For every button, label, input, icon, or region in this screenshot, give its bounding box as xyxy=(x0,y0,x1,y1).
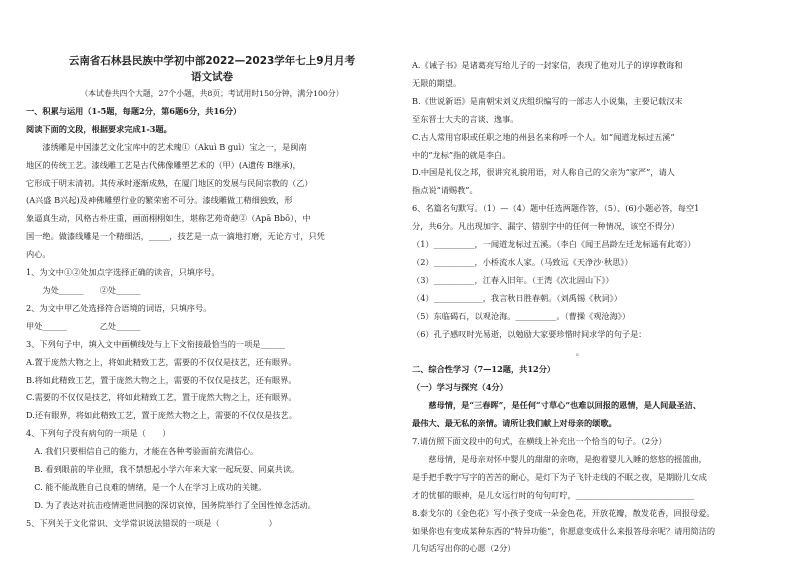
option-line: 指点说“请赐教”。 xyxy=(412,185,478,196)
question-line: 4、下列句子没有病句的一项是（ ） xyxy=(26,428,171,439)
passage-line: 地区的传统工艺。漆线雕工艺是古代佛像雕塑艺术的（甲）(A遗传 B继承)， xyxy=(26,159,301,170)
exam-note: （本试卷共四个大题，27个小题，共8页；考试用时150分钟，满分100分） xyxy=(80,89,344,98)
question-line: 8.泰戈尔的《金色花》写小孩子变成一朵金色花，开放花瓣，散发花香，回报母爱。 xyxy=(412,507,715,518)
section-heading: 一、积累与运用（1-5题，每题2分，第6题6分，共16分） xyxy=(26,105,242,116)
option-line: C. 能不能战胜自己良难的情绪，是一个人在学习上成功的关键。 xyxy=(26,481,267,492)
exam-title: 云南省石林县民族中学初中部2022—2023学年七上9月月考 xyxy=(68,55,356,67)
option-line: D.还有眼界，将如此精致工艺，置于庞然大物之上，需要的不仅仅是技艺。 xyxy=(26,410,297,421)
question-line: 1、为文中①②处加点字选择正确的读音，只填序号。 xyxy=(26,267,220,278)
question-line: 7.请仿照下面文段中的句式，在横线上补充出一个恰当的句子。（2分） xyxy=(412,436,667,447)
question-line: 5、下列关于文化常识、文学常识说法错误的一项是（ ） xyxy=(26,517,277,528)
question-line: 如果你也有变成某种东西的“特异功能”，你愿意变成什么来报答母亲呢？请用简洁的 xyxy=(412,525,716,536)
recitation-line: （3）__________，江春入旧年。（王湾《次北固山下》） xyxy=(412,274,614,285)
recitation-line: （6）孔子感叹时光易逝，以勉励大家要珍惜时间求学的句子是： xyxy=(412,328,647,339)
right-column xyxy=(412,0,784,561)
passage-line: 是手把手教字写字的苦苦的耐心，是灯下为子飞针走线的不眠之夜，是期盼儿女成 xyxy=(412,471,707,482)
recitation-line: （5）东临碣石，以观沧海。__________。（曹操《观沧海》） xyxy=(412,310,631,321)
answer-blank-line: 。 xyxy=(412,346,584,357)
passage-line: 内心。 xyxy=(26,249,51,260)
option-line: B. 看到眼前的毕业照，我不禁想起小学六年来大家一起玩耍、同桌共读。 xyxy=(26,464,300,475)
passage-line: (A兴盛 B兴起)及神佛雕塑行业的繁荣密不可分。漆线雕做工精细独致，形 xyxy=(26,195,293,206)
option-line: C.古人常用官职或任职之地的州县名来称呼一个人。如“闻道龙标过五溪” xyxy=(412,131,675,142)
option-line: 至东晋士大夫的言谈、逸事。 xyxy=(412,113,519,124)
option-line: A. 我们只要相信自己的能力，才能在各种考验面前充满信心。 xyxy=(26,446,259,457)
question-line: 6、名篇名句默写。（1）—（4）题中任选两题作答，（5）、(6)小题必答，每空1 xyxy=(412,203,700,214)
question-line: 几句话写出你的心愿（2分） xyxy=(412,543,516,554)
left-column xyxy=(26,0,398,561)
lead-paragraph: 慈母情，是“三春晖”，是任何“寸草心”也难以回报的恩情，是人间最圣洁、 xyxy=(412,400,702,411)
exam-subtitle: 语文试卷 xyxy=(191,71,233,83)
lead-paragraph: 最伟大、最无私的亲情。请所让我们献上对母亲的颂歌。 xyxy=(412,418,617,429)
question-line: 分，共6分。凡出现加字、漏字、错别字中的任何一种情况，该空不得分） xyxy=(412,221,680,232)
option-line: A.《诫子书》是诸葛亮写给儿子的一封家信，表现了他对儿子的谆谆教诲和 xyxy=(412,60,683,70)
section-heading: 二、综合性学习（7—12题，共12分） xyxy=(412,364,556,375)
answer-blank-line: 为处______ ②处______ xyxy=(26,284,141,295)
passage-line: 慈母情，是母亲对怀中婴儿的甜甜的亲吻，是抱着婴儿入睡的悠悠的摇篮曲， xyxy=(412,453,707,464)
passage-line: 象逼真生动，风格古朴庄重，画面栩栩如生，堪称艺苑奇葩②（Apā Bbō），中 xyxy=(26,213,311,224)
question-line: 2、为文中甲乙处选择符合语境的词语，只填序号。 xyxy=(26,302,212,313)
answer-blank-line: 甲处______ 乙处______ xyxy=(26,320,141,331)
option-line: B.将如此精致工艺，置于庞然大物之上，需要的不仅仅是技艺，还有眼界。 xyxy=(26,374,297,385)
recitation-line: （4）____________，我言秋日胜春朝。（刘禹锡《秋词》） xyxy=(412,292,622,303)
question-line: 3、下列句子中，填入文中画横线处与上下文衔接最恰当的一项是______ xyxy=(26,338,286,349)
option-line: D.中国是礼仪之邦，很讲究礼貌用语，对人称自己的父亲为“家严”，请人 xyxy=(412,167,675,178)
recitation-line: （1）__________，一闻道龙标过五溪。（李白《闻王昌龄左迁龙标遥有此寄》） xyxy=(412,239,696,250)
passage-line: 才的忧郁的眼神，是儿女远行时的句句叮咛，_____________________________ xyxy=(412,489,695,500)
option-line: C.需要的不仅仅是技艺，将如此精致工艺，置于庞然大物之上，还有眼界。 xyxy=(26,392,297,403)
option-line: 无限的期望。 xyxy=(412,77,462,88)
subsection-heading: （一）学习与探究（4分） xyxy=(412,382,508,393)
passage-line: 它形成于明末清初。其传承时逐渐成熟，在厦门地区的发展与民间宗教的（乙） xyxy=(26,177,313,188)
recitation-line: （2）__________，小桥流水人家。（马致远《天净沙·秋思》） xyxy=(412,256,633,267)
option-line: B.《世说新语》是南朝宋刘义庆组织编写的一部志人小说集，主要记载汉末 xyxy=(412,95,683,106)
passage-line: 国一绝。做漆线雕是一个精细活，_____，技艺是一点一滴地打磨，无论方寸，只凭 xyxy=(26,231,325,242)
option-line: D. 为了表达对抗击疫情逝世同胞的深切哀悼，国务院举行了全国性悼念活动。 xyxy=(26,499,316,510)
option-line: A.置于庞然大物之上，将如此精致工艺，需要的不仅仅是技艺，还有眼界。 xyxy=(26,356,297,367)
passage-line: 漆绣雕是中国漆艺文化宝库中的艺术瑰①（Akuì B guì）宝之一，是闽南 xyxy=(26,141,307,152)
option-line: 中的“龙标”指的就是李白。 xyxy=(412,149,511,160)
reading-instruction: 阅读下面的文段，根据要求完成1-3题。 xyxy=(26,123,172,134)
